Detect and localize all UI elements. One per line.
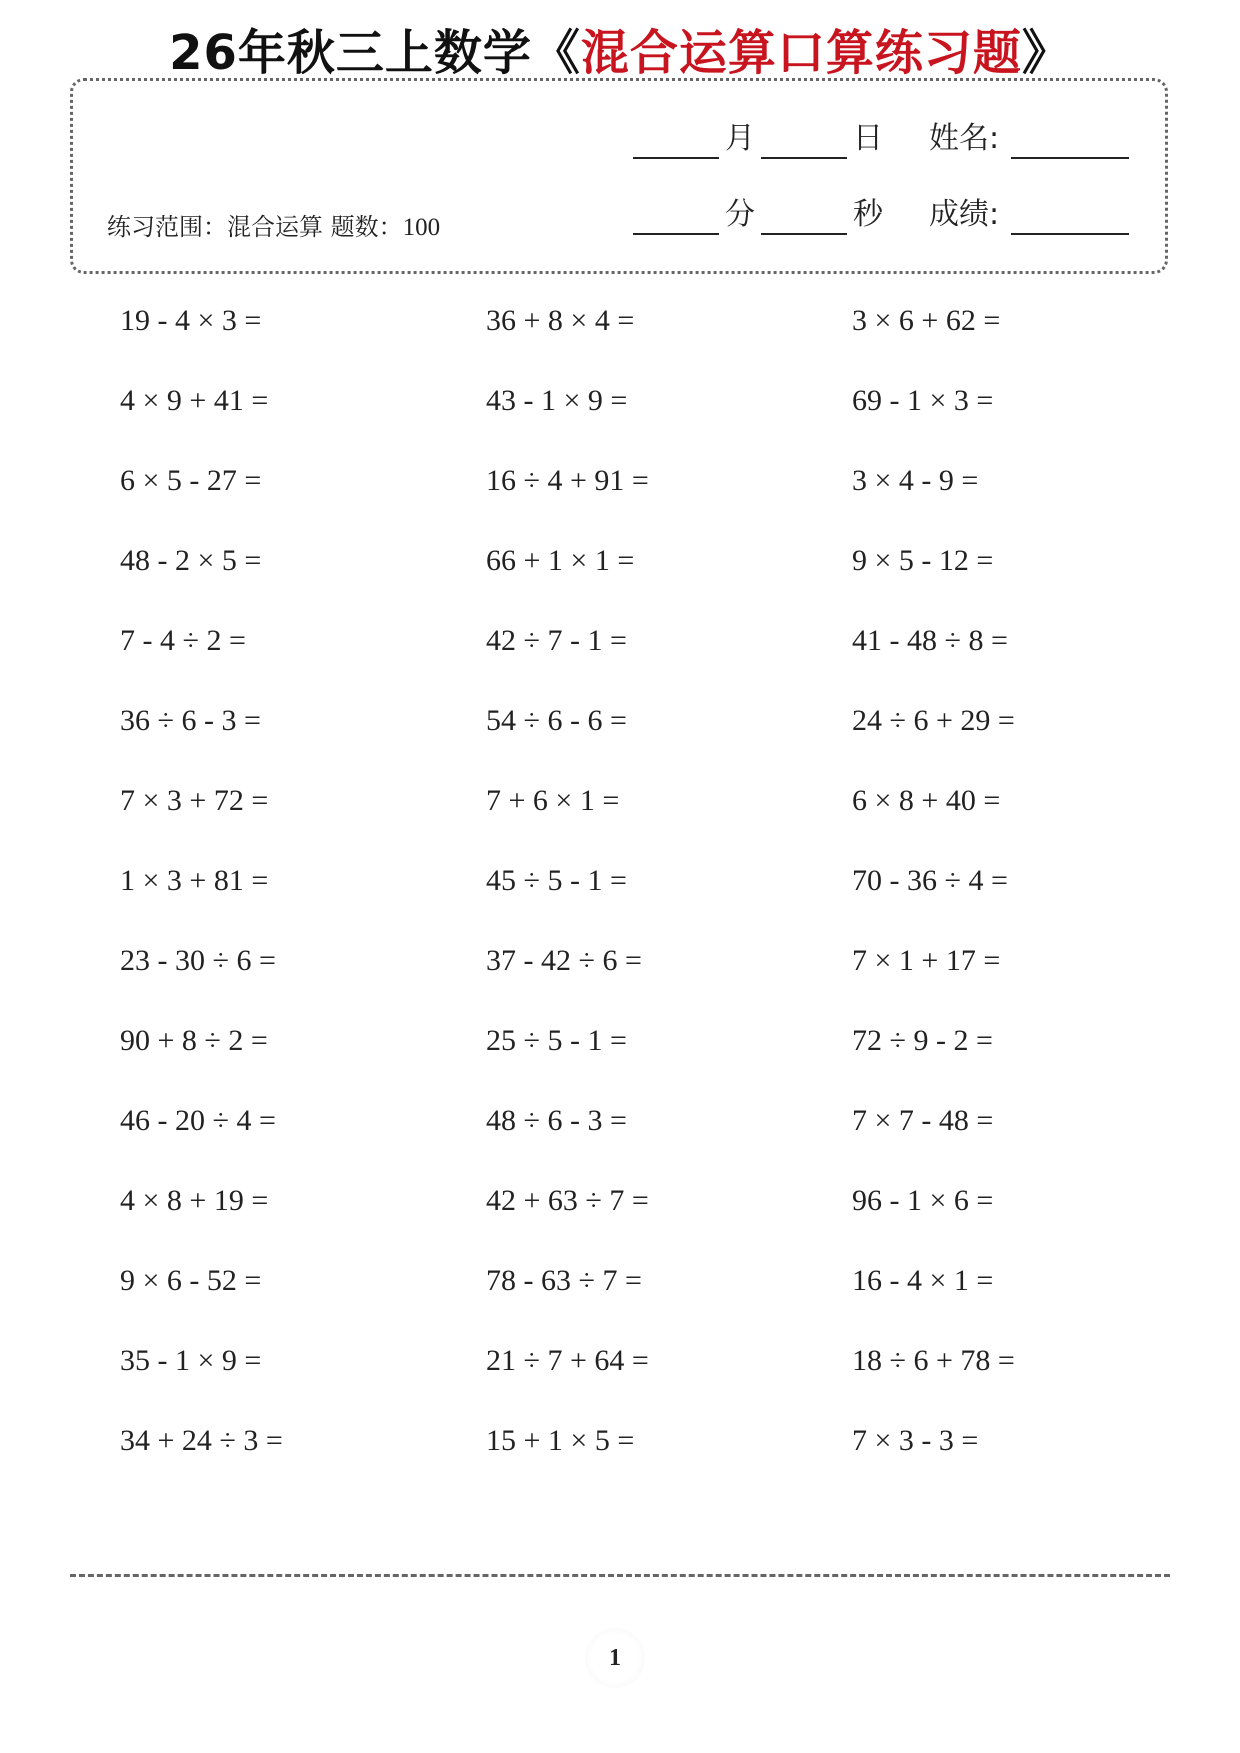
problem-item: 15 + 1 × 5 = xyxy=(486,1424,635,1457)
problem-item: 1 × 3 + 81 = xyxy=(120,864,269,897)
problem-item: 19 - 4 × 3 = xyxy=(120,304,262,337)
month-label: 月 xyxy=(725,121,755,156)
problem-item: 35 - 1 × 9 = xyxy=(120,1344,262,1377)
problem-item: 7 - 4 ÷ 2 = xyxy=(120,624,246,657)
problem-item: 48 - 2 × 5 = xyxy=(120,544,262,577)
score-blank[interactable] xyxy=(1011,203,1129,235)
day-label: 日 xyxy=(853,121,883,156)
problem-item: 42 ÷ 7 - 1 = xyxy=(486,624,627,657)
problem-item: 41 - 48 ÷ 8 = xyxy=(852,624,1008,657)
problem-item: 45 ÷ 5 - 1 = xyxy=(486,864,627,897)
dashed-divider xyxy=(70,1574,1170,1577)
problem-count: 100 xyxy=(402,214,441,241)
problem-item: 70 - 36 ÷ 4 = xyxy=(852,864,1008,897)
problem-item: 69 - 1 × 3 = xyxy=(852,384,994,417)
problem-item: 7 × 3 + 72 = xyxy=(120,784,269,817)
date-name-row xyxy=(633,119,1129,159)
second-blank[interactable] xyxy=(761,203,847,235)
problem-item: 21 ÷ 7 + 64 = xyxy=(486,1344,649,1377)
problem-item: 25 ÷ 5 - 1 = xyxy=(486,1024,627,1057)
score-label: 成绩: xyxy=(929,197,1000,232)
problem-item: 42 + 63 ÷ 7 = xyxy=(486,1184,649,1217)
problem-item: 6 × 8 + 40 = xyxy=(852,784,1001,817)
problem-item: 37 - 42 ÷ 6 = xyxy=(486,944,642,977)
problem-item: 4 × 9 + 41 = xyxy=(120,384,269,417)
problem-item: 7 × 7 - 48 = xyxy=(852,1104,994,1137)
problem-item: 90 + 8 ÷ 2 = xyxy=(120,1024,268,1057)
problem-item: 54 ÷ 6 - 6 = xyxy=(486,704,627,737)
day-blank[interactable] xyxy=(761,127,847,159)
problem-item: 36 + 8 × 4 = xyxy=(486,304,635,337)
problem-item: 66 + 1 × 1 = xyxy=(486,544,635,577)
problem-item: 16 ÷ 4 + 91 = xyxy=(486,464,649,497)
problem-item: 48 ÷ 6 - 3 = xyxy=(486,1104,627,1137)
practice-scope xyxy=(107,207,440,242)
page-number: 1 xyxy=(585,1628,645,1688)
problem-item: 72 ÷ 9 - 2 = xyxy=(852,1024,993,1057)
second-label: 秒 xyxy=(853,197,883,232)
minute-blank[interactable] xyxy=(633,203,719,235)
problem-item: 24 ÷ 6 + 29 = xyxy=(852,704,1015,737)
problem-item: 7 × 1 + 17 = xyxy=(852,944,1001,977)
problem-item: 18 ÷ 6 + 78 = xyxy=(852,1344,1015,1377)
name-blank[interactable] xyxy=(1011,127,1129,159)
page-title xyxy=(0,14,1240,83)
problem-item: 36 ÷ 6 - 3 = xyxy=(120,704,261,737)
problem-item: 9 × 6 - 52 = xyxy=(120,1264,262,1297)
name-label: 姓名: xyxy=(929,121,1000,156)
problem-item: 23 - 30 ÷ 6 = xyxy=(120,944,276,977)
problem-item: 43 - 1 × 9 = xyxy=(486,384,628,417)
month-blank[interactable] xyxy=(633,127,719,159)
problem-item: 7 + 6 × 1 = xyxy=(486,784,620,817)
problem-item: 96 - 1 × 6 = xyxy=(852,1184,994,1217)
problem-item: 4 × 8 + 19 = xyxy=(120,1184,269,1217)
problem-item: 7 × 3 - 3 = xyxy=(852,1424,979,1457)
title-prefix: 26年秋三上数学《 xyxy=(169,25,581,81)
scope-label: 练习范围：混合运算 题数： xyxy=(107,213,403,241)
problem-item: 34 + 24 ÷ 3 = xyxy=(120,1424,283,1457)
problem-item: 78 - 63 ÷ 7 = xyxy=(486,1264,642,1297)
problem-item: 3 × 4 - 9 = xyxy=(852,464,979,497)
title-suffix: 》 xyxy=(1021,25,1071,81)
problem-grid xyxy=(120,290,1120,1490)
problem-item: 46 - 20 ÷ 4 = xyxy=(120,1104,276,1137)
title-highlight: 混合运算口算练习题 xyxy=(580,25,1022,81)
problem-item: 3 × 6 + 62 = xyxy=(852,304,1001,337)
problem-item: 9 × 5 - 12 = xyxy=(852,544,994,577)
time-score-row xyxy=(633,195,1129,235)
problem-item: 6 × 5 - 27 = xyxy=(120,464,262,497)
problem-item: 16 - 4 × 1 = xyxy=(852,1264,994,1297)
minute-label: 分 xyxy=(725,197,755,232)
info-box xyxy=(70,78,1168,274)
